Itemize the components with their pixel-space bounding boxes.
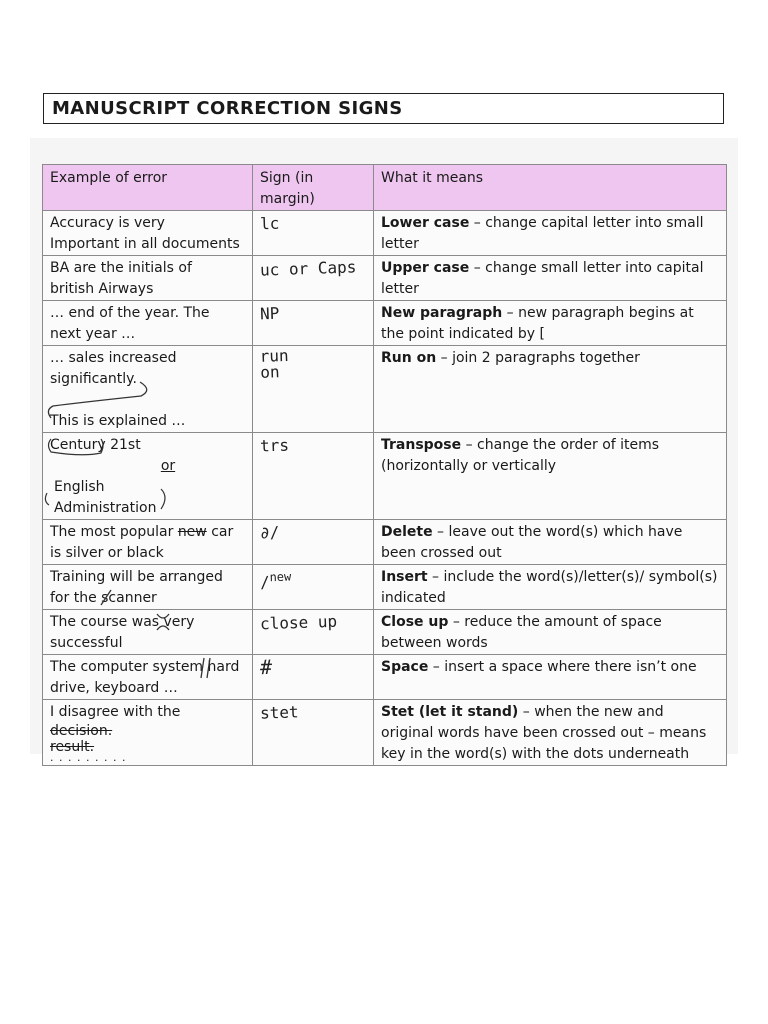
sign-cell [253,700,374,766]
meaning-cell [374,346,727,433]
run-on-arrow-mark [45,376,155,420]
sign-cell [253,301,374,346]
meaning-cell [374,700,727,766]
insert-word: new [269,569,292,585]
table-row [43,655,727,700]
term: Insert [381,569,428,585]
sign-cell [253,520,374,565]
example-cell [43,565,253,610]
struck-line: decision. [50,723,113,739]
meaning-cell [374,211,727,256]
term: Run on [381,350,437,366]
page-title-box [43,93,724,124]
example-text: The most popular [50,524,178,540]
example-line: English [54,479,105,495]
meaning-cell [374,610,727,655]
table-row [43,211,727,256]
example-line [50,522,246,543]
example-line: successful [50,635,123,651]
description: – leave out the word(s) which have been crossed out [381,524,683,561]
close-up-mark [155,612,171,632]
example-line: This is explained … [50,413,186,429]
example-line: for the scanner [50,590,157,606]
example-line: Accuracy is very [50,215,165,231]
example-line: Important in all documents [50,236,240,252]
example-cell [43,610,253,655]
description: – include the word(s)/letter(s)/ symbol(s) indicated [381,569,718,606]
example-line: is silver or black [50,545,164,561]
example-text: car [206,524,234,540]
stet-dots: . . . . . . . . . [50,751,127,764]
transpose-mark [43,435,173,515]
description: – change small letter into capital letter [381,260,704,297]
insert-caret-mark [99,589,113,607]
handwritten-sign: NP [259,303,280,324]
struck-word: new [177,524,207,540]
header-sign: Sign (in margin) [253,165,374,211]
description: – change the order of items (horizontally or vertically [381,437,660,474]
description: – join 2 paragraphs together [436,350,640,366]
example-line: Century 21st [50,437,141,453]
term: New paragraph [381,305,503,321]
table-header-row [43,165,727,211]
sign-cell [253,256,374,301]
meaning-cell [374,433,727,520]
example-line: significantly. [50,371,137,387]
table-row [43,700,727,766]
example-line: Training will be arranged [50,569,223,585]
header-example: Example of error [43,165,253,211]
example-cell [43,700,253,766]
example-cell [43,520,253,565]
handwritten-sign: /$^{new}$ [259,569,292,592]
header-meaning: What it means [374,165,727,211]
description: – when the new and original words have been crossed out – means key in the word(s) with the dots underneath [381,704,707,762]
description: – insert a space where there isn’t one [428,659,697,675]
table-row [43,565,727,610]
term: Upper case [381,260,470,276]
example-line: The computer system hard [50,659,240,675]
meaning-cell [374,256,727,301]
handwritten-sign: uc or Caps [259,257,357,280]
sign-cell [253,346,374,433]
handwritten-sign: lc [259,213,280,234]
sign-cell [253,610,374,655]
handwritten-sign: # [259,654,273,680]
table-row [43,520,727,565]
term: Transpose [381,437,462,453]
table-row [43,346,727,433]
example-line: british Airways [50,281,154,297]
example-cell [43,346,253,433]
sign-cell [253,211,374,256]
term: Lower case [381,215,470,231]
handwritten-sign: run on [259,345,289,382]
term: Space [381,659,429,675]
example-cell [43,433,253,520]
correction-signs-table [42,164,727,766]
meaning-cell [374,655,727,700]
term: Close up [381,614,449,630]
table-row [43,256,727,301]
term: Delete [381,524,433,540]
example-line: … end of the year. The [50,305,210,321]
example-line: I disagree with the [50,704,181,720]
handwritten-sign: close up [259,611,338,634]
meaning-cell [374,520,727,565]
example-cell [43,655,253,700]
example-line: or [160,458,176,474]
handwritten-sign: stet [259,702,299,723]
example-line: BA are the initials of [50,260,192,276]
table-row [43,433,727,520]
handwritten-sign: ∂/ [259,522,280,543]
description: – reduce the amount of space between words [381,614,662,651]
table-row [43,610,727,655]
meaning-cell [374,565,727,610]
example-cell [43,256,253,301]
example-cell [43,211,253,256]
description: – change capital letter into small letter [381,215,704,252]
example-line: … sales increased [50,350,177,366]
page-title: MANUSCRIPT CORRECTION SIGNS [52,98,403,119]
struck-line: result. [50,739,95,755]
handwritten-sign: trs [259,435,290,456]
example-line: drive, keyboard … [50,680,178,696]
sign-cell [253,565,374,610]
example-line: Administration [54,500,157,516]
example-cell [43,301,253,346]
example-line: The course was very [50,614,195,630]
sign-cell [253,433,374,520]
meaning-cell [374,301,727,346]
space-mark [199,657,213,679]
table-row [43,301,727,346]
example-line: next year … [50,326,136,342]
description: – new paragraph begins at the point indicated by [ [381,305,694,342]
sign-cell [253,655,374,700]
term: Stet (let it stand) [381,704,519,720]
